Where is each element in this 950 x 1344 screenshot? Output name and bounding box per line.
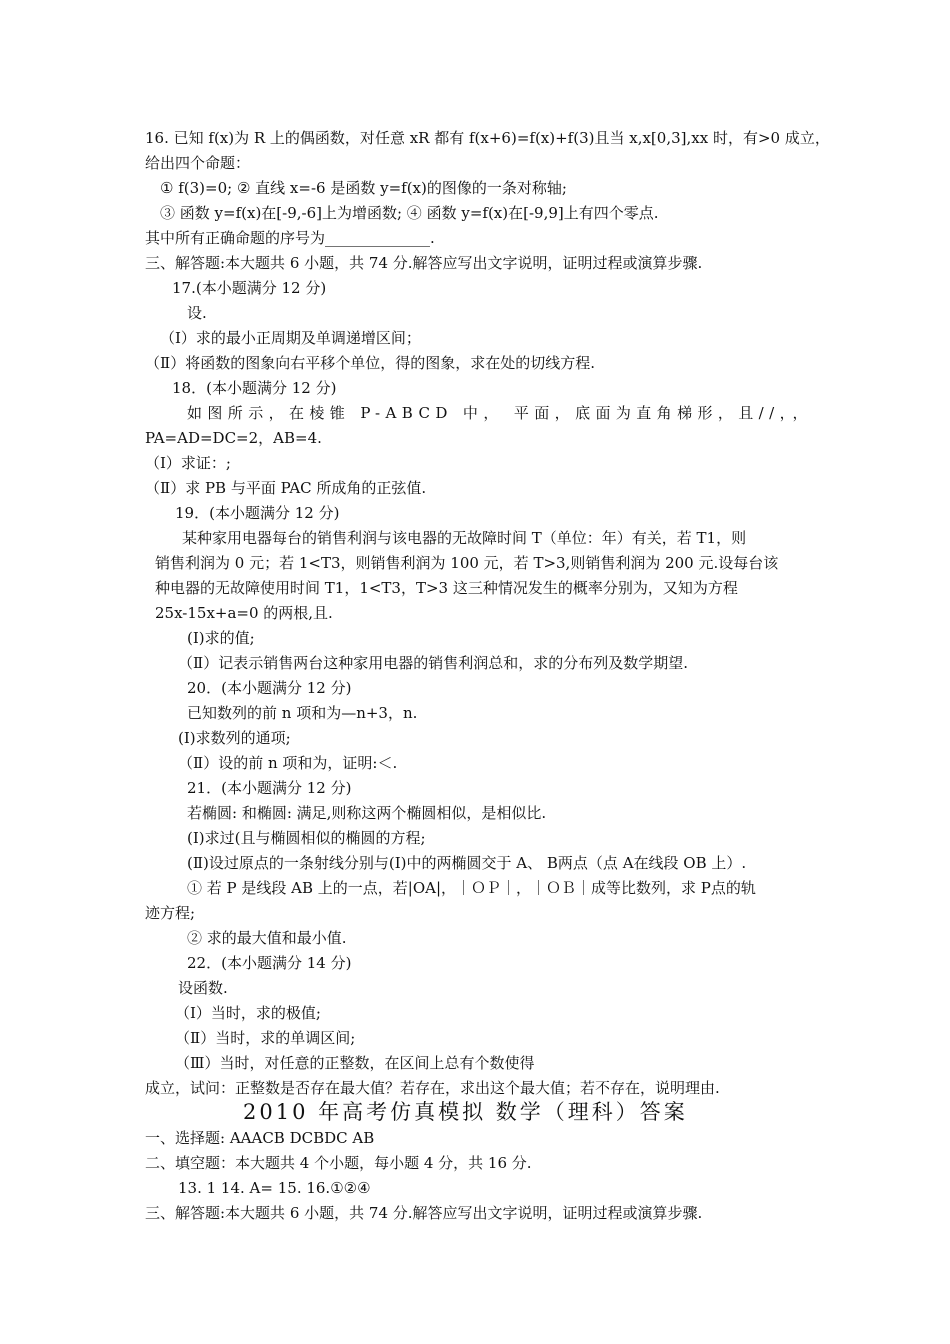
problem-21-subpart-1-line-1: ① 若 P 是线段 AB 上的一点，若|OA|，｜ＯＰ｜，｜ＯＢ｜成等比数列，求 P点的轨 [187, 879, 756, 897]
problem-16-propositions-1: ① f(3)=0; ② 直线 x=-6 是函数 y=f(x)的图像的一条对称轴; [160, 179, 567, 197]
problem-20-part-1: (I)求数列的通项; [178, 729, 291, 747]
problem-19-part-2: （Ⅱ）记表示销售两台这种家用电器的销售利润总和，求的分布列及数学期望. [178, 654, 688, 672]
problem-19-heading: 19．(本小题满分 12 分) [175, 504, 340, 522]
problem-21-statement: 若椭圆: 和椭圆: 满足,则称这两个椭圆相似，是相似比. [187, 804, 547, 822]
answer-fill-in-values: 13. 1 14. A= 15. 16.①②④ [178, 1179, 371, 1197]
problem-18-statement-1: 如图所示，在棱锥 P-ABCD 中， 平面，底面为直角梯形，且//，， [187, 404, 813, 422]
problem-19-statement-4: 25x-15x+a=0 的两根,且. [155, 604, 333, 622]
problem-17-part-2: （Ⅱ）将函数的图象向右平移个单位，得的图象，求在处的切线方程. [145, 354, 595, 372]
problem-21-part-1: (I)求过(且与椭圆相似的椭圆的方程; [187, 829, 426, 847]
answer-multiple-choice: 一、选择题: AAACB DCBDC AB [145, 1129, 375, 1147]
problem-16-propositions-2: ③ 函数 y=f(x)在[-9,-6]上为增函数; ④ 函数 y=f(x)在[-9,9]上有四个零点. [160, 204, 659, 222]
problem-19-statement-3: 种电器的无故障使用时间 T1，1<T3，T>3 这三种情况发生的概率分别为，又知为方程 [155, 579, 738, 597]
problem-19-statement-1: 某种家用电器每台的销售利润与该电器的无故障时间 T（单位：年）有关，若 T1，则 [182, 529, 747, 547]
problem-22-heading: 22．(本小题满分 14 分) [187, 954, 352, 972]
problem-17-part-1: （Ⅰ）求的最小正周期及单调递增区间； [160, 329, 421, 347]
problem-19-statement-2: 销售利润为 0 元；若 1<T3，则销售利润为 100 元，若 T>3,则销售利润为 200 元.设每台该 [155, 554, 779, 572]
problem-17-statement: 设. [187, 304, 207, 322]
problem-22-statement: 设函数. [178, 979, 228, 997]
problem-18-statement-2: PA=AD=DC=2，AB=4. [145, 429, 322, 447]
problem-22-part-1: （Ⅰ）当时，求的极值; [175, 1004, 321, 1022]
problem-22-part-3-line-2: 成立，试问：正整数是否存在最大值？若存在，求出这个最大值；若不存在，说明理由. [145, 1079, 720, 1097]
problem-16-answer-blank: 其中所有正确命题的序号为______________. [145, 229, 435, 247]
problem-20-part-2: （Ⅱ）设的前 n 项和为，证明:＜. [178, 754, 398, 772]
problem-21-part-2: (Ⅱ)设过原点的一条射线分别与(I)中的两椭圆交于 A、 B两点（点 A在线段 OB 上）. [187, 854, 747, 872]
problem-22-part-3-line-1: （Ⅲ）当时，对任意的正整数，在区间上总有个数使得 [175, 1054, 535, 1072]
problem-21-heading: 21．(本小题满分 12 分) [187, 779, 352, 797]
answer-section-3-heading: 三、解答题:本大题共 6 小题，共 74 分.解答应写出文字说明，证明过程或演算步骤. [145, 1204, 703, 1222]
problem-19-part-1: (I)求的值; [187, 629, 255, 647]
answer-fill-in-heading: 二、填空题：本大题共 4 个小题，每小题 4 分，共 16 分. [145, 1154, 532, 1172]
problem-16-line-1: 16. 已知 f(x)为 R 上的偶函数，对任意 xR 都有 f(x+6)=f(x)+f(3)且当 x,x[0,3],xx 时，有>0 成立， [145, 129, 830, 147]
problem-18-heading: 18．(本小题满分 12 分) [172, 379, 337, 397]
problem-21-subpart-2: ② 求的最大值和最小值. [187, 929, 347, 947]
problem-20-statement: 已知数列的前 n 项和为—n+3，n. [187, 704, 418, 722]
problem-22-part-2: （Ⅱ）当时，求的单调区间; [175, 1029, 356, 1047]
problem-17-heading: 17.(本小题满分 12 分) [172, 279, 327, 297]
problem-18-part-1: （Ⅰ）求证：; [145, 454, 231, 472]
problem-18-part-2: （Ⅱ）求 PB 与平面 PAC 所成角的正弦值. [145, 479, 427, 497]
section-3-heading: 三、解答题:本大题共 6 小题，共 74 分.解答应写出文字说明，证明过程或演算步骤. [145, 254, 703, 272]
answer-key-title: 2010 年高考仿真模拟 数学（理科）答案 [243, 1100, 688, 1124]
problem-16-line-2: 给出四个命题： [145, 154, 251, 172]
problem-20-heading: 20．(本小题满分 12 分) [187, 679, 352, 697]
problem-21-subpart-1-line-2: 迹方程; [145, 904, 196, 922]
